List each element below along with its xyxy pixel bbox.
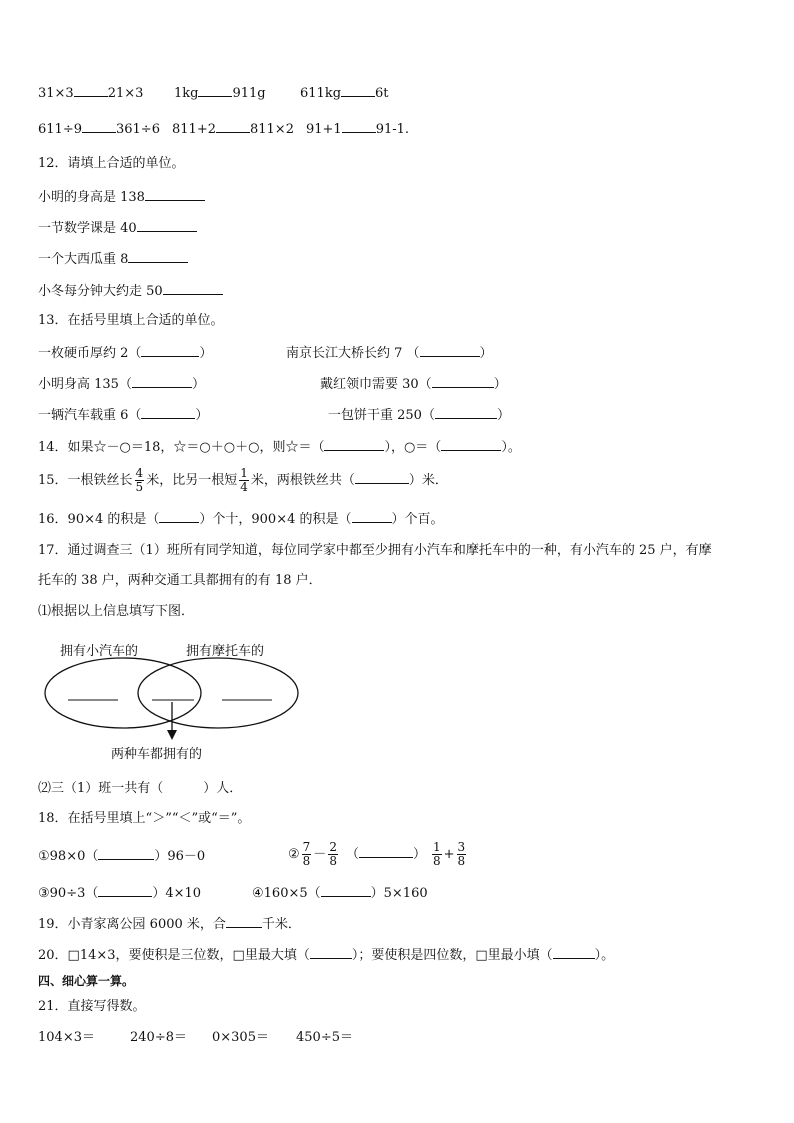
compare-row-2-mid — [172, 119, 294, 139]
q18-item-1: ①98×0（ ）96－0 — [38, 846, 205, 866]
q14: 14．如果☆－○＝18，☆＝○＋○＋○，则☆＝（ ），○＝（ ）。 — [38, 437, 521, 457]
answer-blank[interactable] — [324, 437, 384, 451]
fraction: $\frac{3}{8}$ — [457, 840, 466, 868]
answer-blank[interactable] — [352, 509, 392, 523]
answer-blank[interactable] — [159, 509, 199, 523]
q13-item-4: 戴红领巾需要 30（ ） — [320, 374, 507, 394]
q21-item-1: 104×3＝ — [38, 1030, 95, 1045]
answer-blank[interactable] — [216, 119, 250, 133]
q21-item-2: 240÷8＝ — [130, 1030, 187, 1045]
q12-item-4: 小冬每分钟大约走 50 — [38, 281, 223, 301]
answer-blank[interactable] — [145, 187, 205, 201]
expr: 6t — [375, 86, 389, 101]
venn-circle-moto — [138, 658, 298, 728]
venn-label-both: 两种车都拥有的 — [111, 747, 203, 762]
answer-blank[interactable] — [355, 470, 409, 484]
q13-item-5: 一辆汽车载重 6（ ） — [38, 405, 208, 425]
compare-row-1-right — [300, 83, 389, 103]
answer-blank[interactable] — [435, 405, 497, 419]
q13-item-6: 一包饼干重 250（ ） — [328, 405, 510, 425]
answer-blank[interactable] — [98, 846, 154, 860]
q19: 19．小青家离公园 6000 米，合 千米． — [38, 914, 301, 934]
q17-line-2: 托车的 38 户，两种交通工具都拥有的有 18 户． — [38, 573, 322, 588]
q17-sub-1: ⑴根据以上信息填写下图． — [38, 604, 195, 619]
answer-blank[interactable] — [163, 779, 203, 792]
answer-blank[interactable] — [226, 914, 262, 928]
q21-item-4: 450÷5＝ — [296, 1030, 353, 1045]
answer-blank[interactable] — [420, 343, 480, 357]
answer-blank[interactable] — [74, 83, 108, 97]
q21-item-3: 0×305＝ — [212, 1030, 269, 1045]
fraction: $\frac{1}{8}$ — [432, 840, 441, 868]
expr: 361÷6 — [115, 122, 160, 137]
answer-blank[interactable] — [132, 374, 192, 388]
q18-item-3: ③90÷3（ ）4×10 — [38, 883, 201, 903]
expr: 31×3 — [38, 86, 74, 101]
q20: 20．□14×3，要使积是三位数，□里最大填（ ）；要使积是四位数，□里最小填（ ）。 — [38, 945, 614, 965]
q12-item-2: 一节数学课是 40 — [38, 218, 197, 238]
answer-blank[interactable] — [441, 437, 501, 451]
expr: 1kg — [174, 86, 199, 101]
answer-blank[interactable] — [137, 218, 197, 232]
expr: 91+1 — [306, 122, 342, 137]
venn-arrow-head — [167, 730, 177, 740]
answer-blank[interactable] — [553, 945, 595, 959]
q15: 15．一根铁丝长 $\frac{4}{5}$ 米，比另一根短 $\frac{1}{4}$ 米，两根铁丝共（ ）米． — [38, 466, 448, 494]
q13-item-1: 一枚硬币厚约 2（ ） — [38, 343, 212, 363]
q16: 16．90×4 的积是（ ）个十，900×4 的积是（ ）个百。 — [38, 509, 444, 529]
fraction: $\frac{7}{8}$ — [302, 840, 311, 868]
expr: 611kg — [300, 86, 342, 101]
compare-row-1-mid — [174, 83, 266, 103]
q12-item-1: 小明的身高是 138 — [38, 187, 205, 207]
q13-title: 13．在括号里填上合适的单位。 — [38, 313, 224, 328]
section-4-title: 四、细心算一算。 — [38, 974, 135, 988]
fraction: $\frac{2}{8}$ — [329, 840, 337, 868]
answer-blank[interactable] — [342, 119, 376, 133]
answer-blank[interactable] — [432, 374, 494, 388]
q12-item-3: 一个大西瓜重 8 — [38, 249, 188, 269]
q21-title: 21．直接写得数。 — [38, 999, 146, 1014]
fraction: $\frac{4}{5}$ — [135, 466, 144, 494]
answer-blank[interactable] — [163, 281, 223, 295]
q13-item-2: 南京长江大桥长约 7 （ ） — [286, 343, 493, 363]
answer-blank[interactable] — [341, 83, 375, 97]
answer-blank[interactable] — [198, 83, 232, 97]
venn-label-moto: 拥有摩托车的 — [186, 644, 265, 659]
venn-circle-car — [45, 658, 201, 728]
expr: 91-1. — [375, 122, 410, 137]
answer-blank[interactable] — [310, 945, 352, 959]
answer-blank[interactable] — [321, 883, 371, 897]
answer-blank[interactable] — [82, 119, 116, 133]
q13-item-3: 小明身高 135（ ） — [38, 374, 205, 394]
q18-item-2: ② $\frac{7}{8}$ － $\frac{2}{8}$ （ ） $\frac{1}{8}$ + $\frac{3}{8}$ — [288, 840, 466, 868]
expr: 811+2 — [172, 122, 216, 137]
answer-blank[interactable] — [128, 249, 188, 263]
q17-sub-2: ⑵三（1）班一共有（ ）人． — [38, 781, 243, 796]
expr: 811×2 — [249, 122, 294, 137]
expr: 21×3 — [107, 86, 144, 101]
q18-item-4: ④160×5（ ）5×160 — [252, 883, 428, 903]
fraction: $\frac{1}{4}$ — [240, 466, 248, 494]
answer-blank[interactable] — [141, 405, 195, 419]
answer-blank[interactable] — [141, 343, 199, 357]
compare-row-2 — [38, 119, 160, 139]
answer-blank[interactable] — [359, 844, 413, 858]
q17-line-1: 17．通过调查三（1）班所有同学知道，每位同学家中都至少拥有小汽车和摩托车中的一种，有小汽车的 25 户，有摩 — [38, 543, 712, 558]
expr: 611÷9 — [38, 122, 82, 137]
q18-title: 18．在括号里填上“＞”“＜”或“＝”。 — [38, 811, 251, 826]
expr: 911g — [232, 86, 266, 101]
q12-title: 12．请填上合适的单位。 — [38, 156, 185, 171]
venn-label-car: 拥有小汽车的 — [60, 644, 139, 659]
venn-diagram — [38, 636, 308, 766]
answer-blank[interactable] — [98, 883, 152, 897]
compare-row-1 — [38, 83, 143, 103]
compare-row-2-right — [306, 119, 409, 139]
